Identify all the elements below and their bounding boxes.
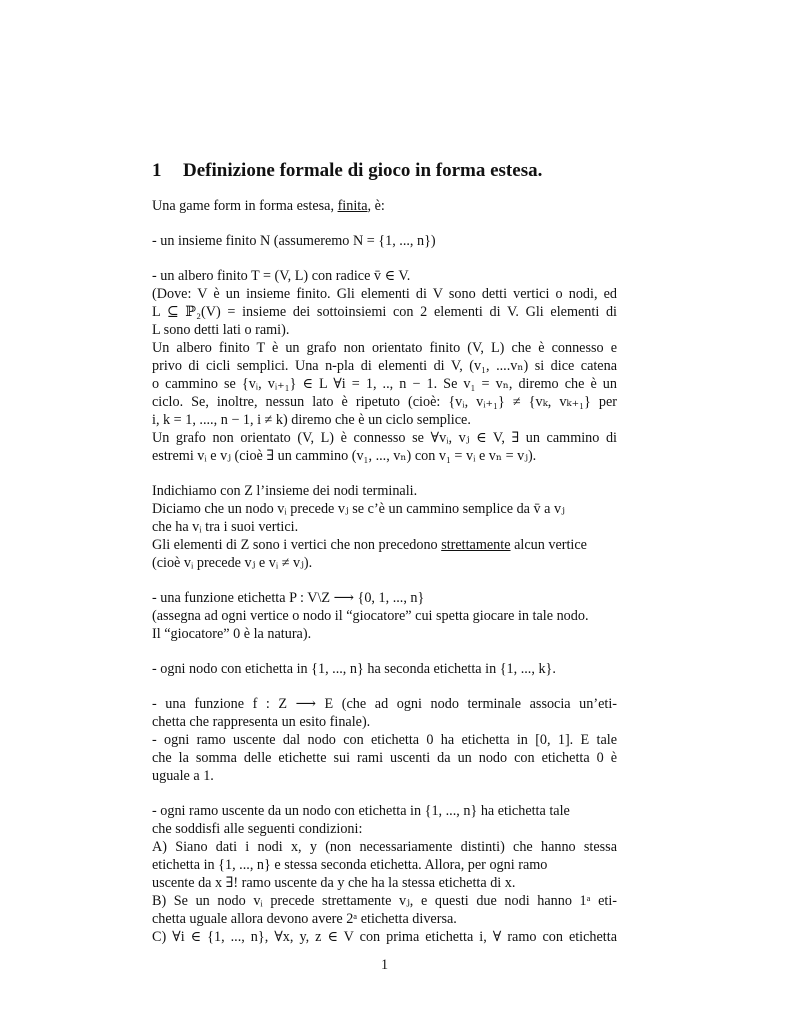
text-line: chetta che rappresenta un esito finale). [152, 714, 371, 730]
section-title: Definizione formale di gioco in forma estesa. [183, 160, 543, 181]
text-line: ciclo. Se, inoltre, nessun lato è ripetuto (cioè: {vᵢ, vᵢ₊₁} ≠ {vₖ, vₖ₊₁} per [152, 394, 617, 410]
underlined-term: finita [337, 198, 368, 214]
text-line: Indichiamo con Z l’insieme dei nodi terminali. [152, 483, 418, 499]
text-line: B) Se un nodo vᵢ precede strettamente vⱼ, e questi due nodi hanno 1ᵃ eti- [152, 893, 617, 909]
text-line: che soddisfi alle seguenti condizioni: [152, 821, 363, 837]
text-line: (assegna ad ogni vertice o nodo il “giocatore” cui spetta giocare in tale nodo. [152, 608, 589, 624]
text-line: - ogni ramo uscente dal nodo con etichetta 0 ha etichetta in [0, 1]. E tale [152, 732, 617, 748]
text-line: - un albero finito T = (V, L) con radice v̄ ∈ V. [152, 268, 411, 284]
text-line: Un albero finito T è un grafo non orientato finito (V, L) che è connesso e [152, 340, 617, 356]
text-line: privo di cicli semplici. Una n-pla di elementi di V, (v₁, ....vₙ) si dice catena [152, 358, 617, 374]
text-line: C) ∀i ∈ {1, ..., n}, ∀x, y, z ∈ V con prima etichetta i, ∀ ramo con etichetta [152, 929, 617, 945]
section-number: 1 [152, 160, 162, 181]
text-fragment: Una game form in forma estesa, [152, 198, 338, 214]
text-fragment: , è: [367, 198, 385, 214]
text-fragment: Gli elementi di Z sono i vertici che non precedono [152, 537, 442, 553]
text-line [152, 536, 617, 554]
text-line: (Dove: V è un insieme finito. Gli elementi di V sono detti vertici o nodi, ed [152, 286, 617, 302]
text-line: - un insieme finito N (assumeremo N = {1, ..., n}) [152, 233, 436, 249]
text-line: Un grafo non orientato (V, L) è connesso se ∀vᵢ, vⱼ ∈ V, ∃ un cammino di [152, 430, 617, 446]
text-line: i, k = 1, ...., n − 1, i ≠ k) diremo che è un ciclo semplice. [152, 412, 471, 428]
text-line: A) Siano dati i nodi x, y (non necessariamente distinti) che hanno stessa [152, 839, 617, 855]
text-line: L sono detti lati o rami). [152, 322, 290, 338]
section-heading [152, 160, 542, 182]
text-line: - ogni ramo uscente da un nodo con etichetta in {1, ..., n} ha etichetta tale [152, 803, 570, 819]
text-line: uscente da x ∃! ramo uscente da y che ha la stessa etichetta di x. [152, 875, 516, 891]
text-line: che ha vᵢ tra i suoi vertici. [152, 519, 299, 535]
underlined-term: strettamente [441, 537, 511, 553]
text-line [152, 197, 617, 215]
text-line: Il “giocatore” 0 è la natura). [152, 626, 312, 642]
text-line: etichetta in {1, ..., n} e stessa seconda etichetta. Allora, per ogni ramo [152, 857, 548, 873]
text-line: - una funzione etichetta P : V\Z ⟶ {0, 1, ..., n} [152, 590, 425, 606]
text-line: chetta uguale allora devono avere 2ᵃ etichetta diversa. [152, 911, 457, 927]
text-line: uguale a 1. [152, 768, 214, 784]
text-line: (cioè vᵢ precede vⱼ e vᵢ ≠ vⱼ). [152, 555, 313, 571]
text-line: - una funzione f : Z ⟶ E (che ad ogni nodo terminale associa un’eti- [152, 696, 617, 712]
text-fragment: alcun vertice [510, 537, 587, 553]
page-number: 1 [380, 957, 389, 973]
text-line: estremi vᵢ e vⱼ (cioè ∃ un cammino (v₁, ..., vₙ) con v₁ = vᵢ e vₙ = vⱼ). [152, 448, 537, 464]
text-line: Diciamo che un nodo vᵢ precede vⱼ se c’è un cammino semplice da v̄ a vⱼ [152, 501, 565, 517]
text-line: o cammino se {vᵢ, vᵢ₊₁} ∈ L ∀i = 1, .., n − 1. Se v₁ = vₙ, diremo che è un [152, 376, 617, 392]
text-line: L ⊆ ℙ₂(V) = insieme dei sottoinsiemi con 2 elementi di V. Gli elementi di [152, 304, 617, 320]
text-line: che la somma delle etichette sui rami uscenti da un nodo con etichetta 0 è [152, 750, 617, 766]
text-line: - ogni nodo con etichetta in {1, ..., n} ha seconda etichetta in {1, ..., k}. [152, 661, 556, 677]
